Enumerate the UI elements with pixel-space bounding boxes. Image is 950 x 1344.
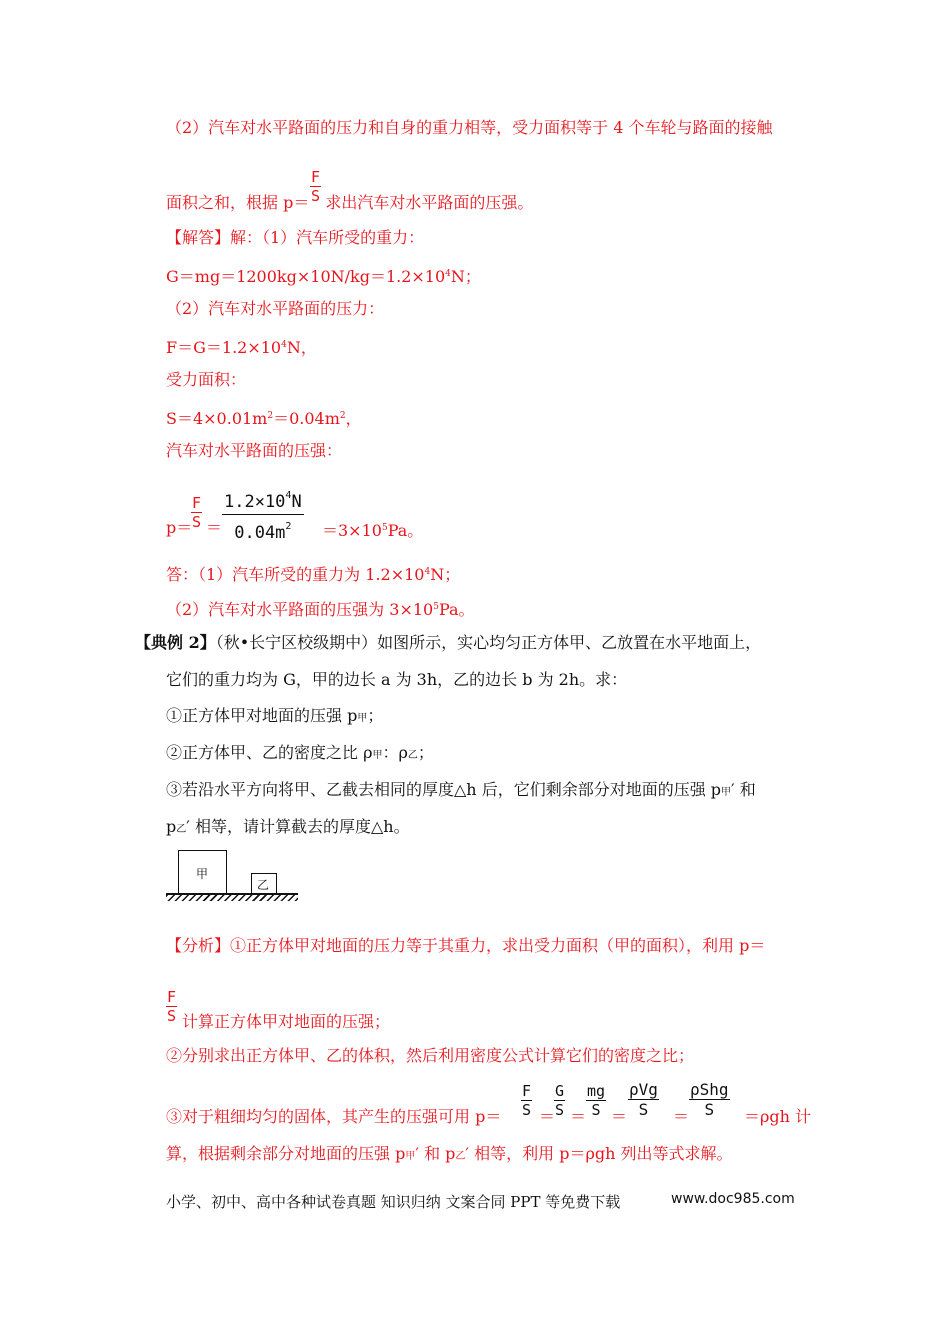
text-segment: ③若沿水平方向将甲、乙截去相同的厚度△h 后，它们剩余部分对地面的压强 p xyxy=(166,780,722,799)
solution-heading: 【解答】解：（1）汽车所受的重力： xyxy=(166,228,425,247)
question-3 xyxy=(166,780,756,803)
fraction-denominator: S xyxy=(591,1101,601,1119)
solution-area xyxy=(166,406,362,429)
superscript: 5 xyxy=(381,523,388,533)
text-segment: ′ 相等，利用 p＝ρgh 列出等式求解。 xyxy=(465,1144,733,1163)
superscript: 4 xyxy=(424,567,431,577)
fraction-numerator: mg xyxy=(587,1082,606,1100)
text-segment: N； xyxy=(450,267,481,286)
superscript: 2 xyxy=(285,521,292,532)
equals-sign: ＝ xyxy=(570,1107,587,1126)
fraction-denominator: S xyxy=(167,1007,177,1025)
example-2-given: 它们的重力均为 G，甲的边长 a 为 3h，乙的边长 b 为 2h。求： xyxy=(166,670,628,689)
text-segment: 求出汽车对水平路面的压强。 xyxy=(325,193,534,212)
text-segment: 1.2×10 xyxy=(224,492,286,512)
fraction-f-over-s xyxy=(191,494,202,531)
footer-text: 小学、初中、高中各种试卷真题 知识归纳 文案合同 PPT 等免费下载 xyxy=(166,1193,621,1211)
text-segment: ①正方体甲对地面的压强 p xyxy=(166,706,358,725)
text-segment: ′ 和 xyxy=(731,780,756,799)
fraction-denominator: S xyxy=(522,1101,532,1119)
fraction-pressure-value xyxy=(222,484,304,545)
text-segment: ②正方体甲、乙的密度之比 ρ xyxy=(166,743,373,762)
fraction-numerator xyxy=(222,484,304,515)
subscript: 乙 xyxy=(407,750,418,761)
analysis-line-2: （2）汽车对水平路面的压力和自身的重力相等，受力面积等于 4 个车轮与路面的接触 xyxy=(166,118,773,137)
fraction-numerator: F xyxy=(311,168,321,186)
fraction-denominator: S xyxy=(638,1100,649,1119)
subscript: 甲 xyxy=(357,713,368,724)
analysis-2: ②分别求出正方体甲、乙的体积，然后利用密度公式计算它们的密度之比； xyxy=(166,1046,695,1065)
answer-pressure xyxy=(166,597,475,620)
footer-url[interactable]: www.doc985.com xyxy=(671,1191,795,1207)
question-2 xyxy=(166,743,434,766)
fraction-numerator: ρShg xyxy=(690,1080,729,1099)
fraction-mg-over-s xyxy=(586,1082,606,1119)
text-segment: 答：（1）汽车所受的重力为 1.2×10 xyxy=(166,565,425,584)
analysis-3-tail: ＝ρgh 计 xyxy=(744,1107,812,1126)
subscript: 甲 xyxy=(721,787,732,798)
equals-sign: ＝ xyxy=(611,1107,628,1126)
text-segment: p xyxy=(166,817,177,836)
text-segment: （秋•长宁区校级期中）如图所示，实心均匀正方体甲、乙放置在水平地面上， xyxy=(215,633,762,652)
fraction-numerator: F xyxy=(192,494,202,512)
analysis-1-cont: 计算正方体甲对地面的压强； xyxy=(182,1012,391,1031)
text-segment: ′ 和 p xyxy=(415,1144,456,1163)
question-1 xyxy=(166,706,383,729)
analysis-3-cont xyxy=(166,1144,733,1167)
fraction-denominator: S xyxy=(704,1100,715,1119)
fraction-denominator: S xyxy=(311,187,321,205)
fraction-g-over-s xyxy=(554,1082,565,1119)
cube-jia-label: 甲 xyxy=(196,867,209,881)
text-segment: ＝3×10 xyxy=(322,521,382,540)
text-segment: ＝0.04m xyxy=(273,409,340,428)
superscript: 4 xyxy=(445,269,451,279)
text-segment: Pa。 xyxy=(438,600,475,619)
text-segment: （2）汽车对水平路面的压强为 3×10 xyxy=(166,600,434,619)
fraction-numerator: ρVg xyxy=(629,1080,658,1099)
subscript: 乙 xyxy=(455,1151,466,1162)
superscript: 4 xyxy=(285,490,292,501)
text-segment: N； xyxy=(430,565,461,584)
text-segment: Pa。 xyxy=(387,521,424,540)
subscript: 甲 xyxy=(405,1151,416,1162)
text-segment: N xyxy=(291,492,302,512)
text-segment: ； xyxy=(367,706,384,725)
text-segment: G＝mg＝1200kg×10N/kg＝1.2×10 xyxy=(166,267,446,286)
fraction-denominator: S xyxy=(192,513,202,531)
fraction-numerator: F xyxy=(522,1082,532,1100)
answer-gravity xyxy=(166,562,460,585)
text-segment: 算，根据剩余部分对地面的压强 p xyxy=(166,1144,406,1163)
subscript: 乙 xyxy=(176,824,187,835)
superscript: 2 xyxy=(339,411,346,421)
fraction-numerator: F xyxy=(167,988,177,1006)
solution-area-heading: 受力面积： xyxy=(166,370,247,389)
solution-gravity xyxy=(166,264,481,287)
superscript: 2 xyxy=(267,411,274,421)
solution-pressure-eq: ＝ xyxy=(206,518,223,537)
text-segment: S＝4×0.01m xyxy=(166,409,268,428)
fraction-denominator: S xyxy=(555,1101,565,1119)
solution-pressure-force-heading: （2）汽车对水平路面的压力： xyxy=(166,299,385,318)
text-segment: N， xyxy=(286,338,317,357)
text-segment: F＝G＝1.2×10 xyxy=(166,338,282,357)
subscript: 甲 xyxy=(372,750,383,761)
fraction-f-over-s xyxy=(521,1082,532,1119)
example-label: 【典例 2】 xyxy=(135,633,216,652)
text-segment: ′ 相等，请计算截去的厚度△h。 xyxy=(186,817,410,836)
text-segment: ：ρ xyxy=(382,743,408,762)
superscript: 5 xyxy=(433,602,439,612)
text-segment: 0.04m xyxy=(234,523,286,543)
text-segment: 面积之和，根据 p＝ xyxy=(166,193,310,212)
analysis-3: ③对于粗细均匀的固体，其产生的压强可用 p＝ xyxy=(166,1107,502,1126)
text-segment: ； xyxy=(417,743,434,762)
solution-pressure-p: p＝ xyxy=(166,518,193,537)
ground-hatch xyxy=(166,895,298,901)
equals-sign: ＝ xyxy=(539,1107,556,1126)
fraction-denominator xyxy=(222,515,304,545)
fraction-f-over-s xyxy=(166,988,177,1025)
analysis-1: 【分析】①正方体甲对地面的压力等于其重力，求出受力面积（甲的面积），利用 p＝ xyxy=(166,936,766,955)
example-2-heading xyxy=(135,633,761,653)
solution-pressure-result xyxy=(322,518,423,541)
solution-force xyxy=(166,335,317,358)
fraction-rvg-over-s xyxy=(628,1080,659,1119)
question-3-cont xyxy=(166,817,410,840)
page-footer xyxy=(166,1191,795,1212)
superscript: 4 xyxy=(281,340,287,350)
solution-pressure-heading: 汽车对水平路面的压强： xyxy=(166,441,343,460)
fraction-rshg-over-s xyxy=(689,1080,730,1119)
fraction-numerator: G xyxy=(555,1082,565,1100)
text-segment: ， xyxy=(345,409,362,428)
equals-sign: ＝ xyxy=(673,1107,690,1126)
analysis-line-area xyxy=(166,193,533,213)
cube-yi-label: 乙 xyxy=(257,878,270,892)
